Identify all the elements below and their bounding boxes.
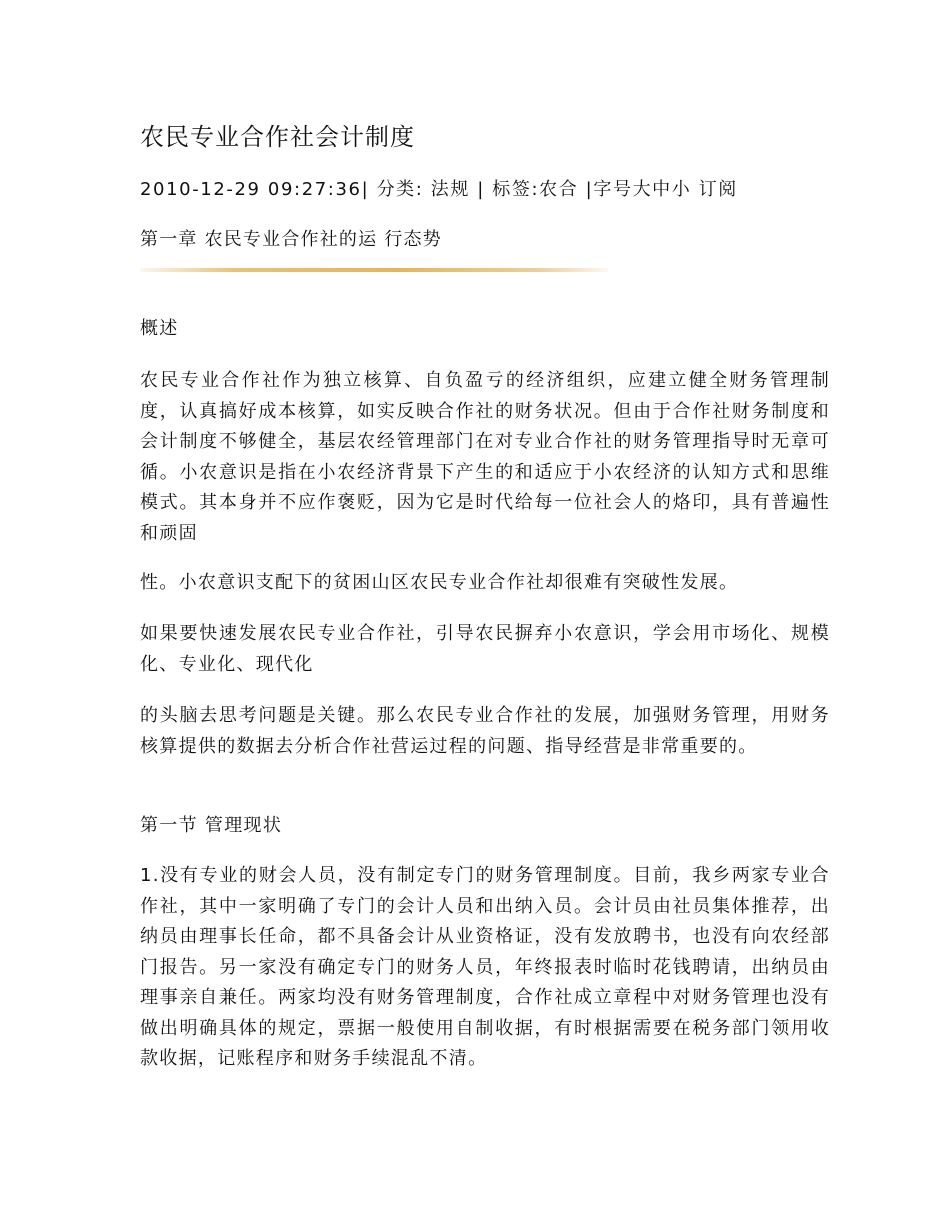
page-title: 农民专业合作社会计制度 <box>140 123 415 151</box>
overview-heading: 概述 <box>140 318 179 339</box>
section-heading: 第一节 管理现状 <box>140 815 283 836</box>
font-size-large-button[interactable]: 大 <box>632 179 653 200</box>
paragraph: 的头脑去思考问题是关键。那么农民专业合作社的发展，加强财务管理，用财务核算提供的数据去分析合作社营运过程的问题、指导经营是非常重要的。 <box>140 705 830 757</box>
font-size-label: 字号 <box>593 179 633 200</box>
paragraph: 1.没有专业的财会人员，没有制定专门的财务管理制度。目前，我乡两家专业合作社，其中一家明确了专门的会计人员和出纳入员。会计员由社员集体推荐，出纳员由理事长任命，都不具备会计从业资格证，没有发放聘书，也没有向农经部门报告。另一家没有确定专门的财务人员，年终报表时临时花钱聘请，出纳员由理事亲自兼任。两家均没有财务管理制度，合作社成立章程中对财务管理也没有做出明确具体的规定，票据一般使用自制收据，有时根据需要在税务部门领用收款收据，记账程序和财务手续混乱不清。 <box>140 865 830 1069</box>
paragraph: 性。小农意识支配下的贫困山区农民专业合作社却很难有突破性发展。 <box>140 572 739 593</box>
category-link[interactable]: 法规 <box>430 179 470 200</box>
category-label: 分类: <box>376 179 431 200</box>
article-meta <box>140 176 738 204</box>
meta-separator: | <box>361 179 377 200</box>
tag-link[interactable]: 农合 <box>539 179 579 200</box>
meta-separator: | <box>469 179 493 200</box>
chapter-heading: 第一章 农民专业合作社的运 行态势 <box>140 229 442 250</box>
paragraph: 农民专业合作社作为独立核算、自负盈亏的经济组织，应建立健全财务管理制度，认真搞好成本核算，如实反映合作社的财务状况。但由于合作社财务制度和会计制度不够健全，基层农经管理部门在对专业合作社的财务管理指导时无章可循。小农意识是指在小农经济背景下产生的和适应于小农经济的认知方式和思维模式。其本身并不应作褒贬，因为它是时代给每一位社会人的烙印，具有普遍性和顽固 <box>140 370 830 544</box>
tags-label: 标签: <box>492 179 540 200</box>
subscribe-link[interactable]: 订阅 <box>691 179 738 200</box>
meta-separator: | <box>578 179 594 200</box>
divider <box>140 268 608 272</box>
font-size-medium-button[interactable]: 中 <box>652 179 672 200</box>
post-datetime: 2010-12-29 09:27:36 <box>140 179 362 200</box>
font-size-small-button[interactable]: 小 <box>671 179 692 200</box>
paragraph: 如果要快速发展农民专业合作社，引导农民摒弃小农意识，学会用市场化、规模化、专业化、现代化 <box>140 623 830 675</box>
